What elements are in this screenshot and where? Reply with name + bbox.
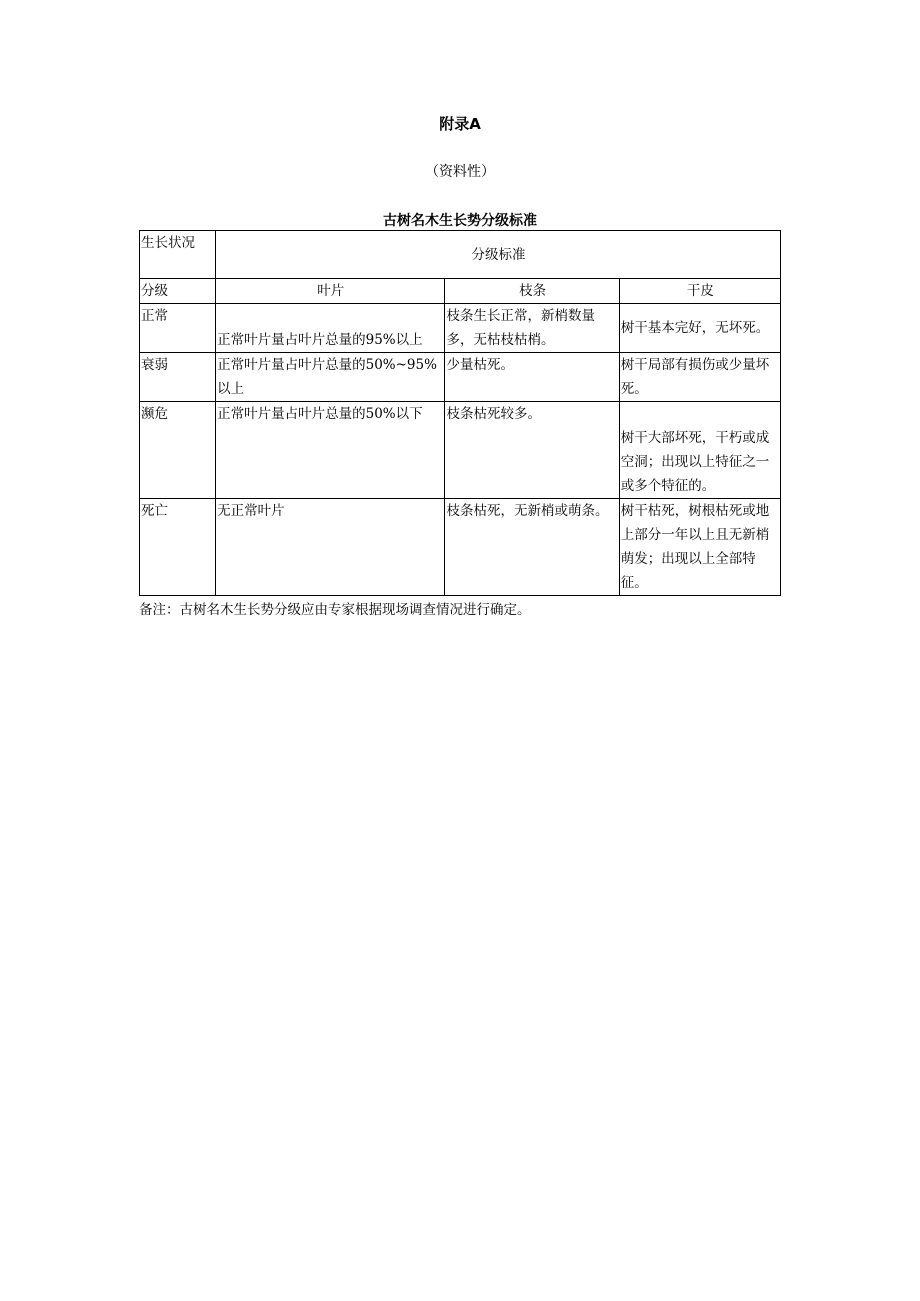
table-row [140, 499, 781, 596]
grade-cell: 死亡 [140, 499, 216, 596]
header-grade-cell: 分级 [140, 279, 216, 304]
table-subheader-row [140, 279, 781, 304]
trunk-cell: 树干枯死，树根枯死或地上部分一年以上且无新梢萌发；出现以上全部特征。 [619, 499, 780, 596]
header-branch-cell: 枝条 [445, 279, 619, 304]
branch-cell: 枝条枯死较多。 [445, 402, 619, 499]
growth-grade-table [139, 230, 781, 596]
trunk-cell: 树干局部有损伤或少量坏死。 [619, 353, 780, 402]
appendix-nature: （资料性） [425, 164, 495, 180]
table-row [140, 304, 781, 353]
table-note: 备注：古树名木生长势分级应由专家根据现场调查情况进行确定。 [139, 602, 531, 618]
header-leaf-cell: 叶片 [216, 279, 445, 304]
table-header-row [140, 231, 781, 279]
header-trunk-cell: 干皮 [619, 279, 780, 304]
leaf-cell: 正常叶片量占叶片总量的50%以下 [216, 402, 445, 499]
grade-cell: 濒危 [140, 402, 216, 499]
grade-cell: 衰弱 [140, 353, 216, 402]
trunk-cell: 树干基本完好，无坏死。 [619, 304, 780, 353]
header-standard-cell: 分级标准 [216, 231, 781, 279]
branch-cell: 枝条枯死，无新梢或萌条。 [445, 499, 619, 596]
table-caption: 古树名木生长势分级标准 [383, 213, 537, 229]
leaf-cell: 正常叶片量占叶片总量的95%以上 [216, 304, 445, 353]
table-row [140, 353, 781, 402]
table-row [140, 402, 781, 499]
grade-cell: 正常 [140, 304, 216, 353]
header-status-cell: 生长状况 [140, 231, 216, 279]
branch-cell: 少量枯死。 [445, 353, 619, 402]
branch-cell: 枝条生长正常，新梢数量多，无枯枝枯梢。 [445, 304, 619, 353]
appendix-title: 附录A [439, 115, 481, 133]
leaf-cell: 无正常叶片 [216, 499, 445, 596]
leaf-cell: 正常叶片量占叶片总量的50%~95%以上 [216, 353, 445, 402]
trunk-cell: 树干大部坏死，干朽或成空洞；出现以上特征之一或多个特征的。 [619, 402, 780, 499]
